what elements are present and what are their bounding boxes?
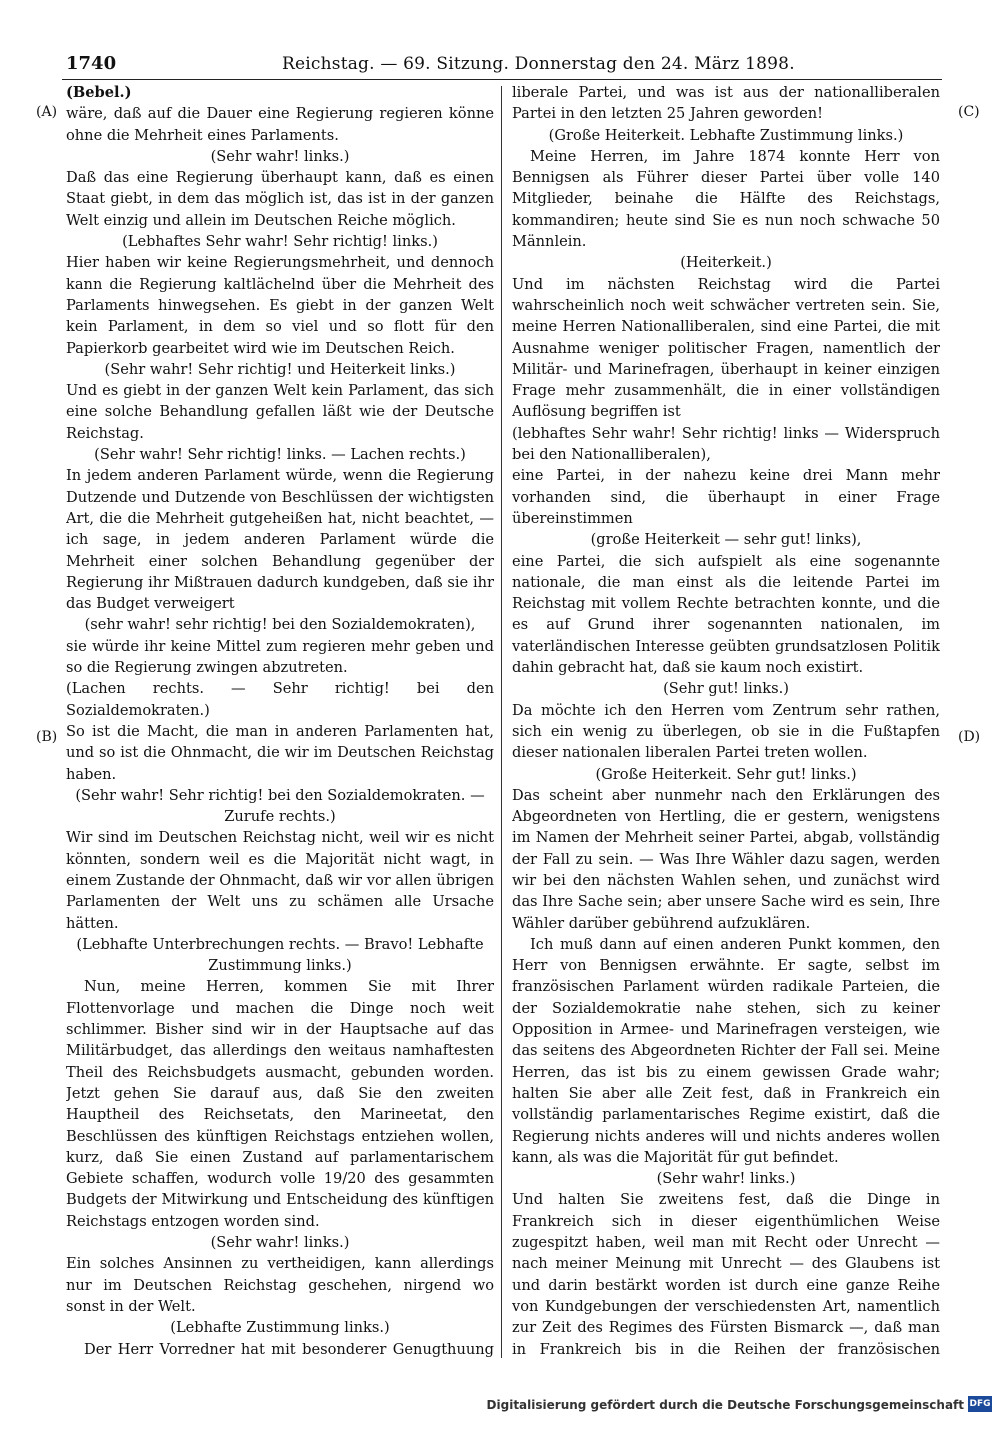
paragraph: Das scheint aber nunmehr nach den Erklärungen des Abgeordneten von Hertling, die er gestern, wenigstens im Namen der Mehrheit seiner Partei, abgab, vollständig der Fall zu sein. — Was Ihre Wähler dazu sagen, werden wir bei den nächsten Wahlen sehen, und zunächst wird das Ihre Sache sein; aber unsere Sache wird es sein, Ihre Wähler darüber gebührend aufzuklären. [512,786,940,932]
paragraph: In jedem anderen Parlament würde, wenn die Regierung Dutzende und Dutzende von Beschlüssen der wichtigsten Art, die die Mehrheit gutgeheißen hat, nicht beachtet, — ich sage, in jedem anderen Parlament würde die Mehrheit einer solchen Behandlung gegenüber der Regierung ihr Mißtrauen dadurch kundgeben, daß sie ihr das Budget verweigert [66,467,494,613]
interjection: (Sehr gut! links.) [663,680,789,698]
paragraph: Ich muß dann auf einen anderen Punkt kommen, den Herr von Bennigsen erwähnte. Er sagte, selbst im französischen Parlament würden radikale Parteien, die der Sozialdemokratie nahe stehen, sich zu keiner Opposition in Armee- und Marinefragen versteigen, wie das seitens des Abgeordneten Richter der Fall sei. Meine Herren, das ist bis zu einem gewissen Grade wahr; halten Sie aber alle Zeit fest, daß in Frankreich ein vollständig parlamentarisches Regime existirt, daß die Regierung nichts anderes will und nichts anderes wollen kann, als was die Majorität für gut befindet. [512,935,940,1166]
paragraph: Daß das eine Regierung überhaupt kann, daß es einen Staat giebt, in dem das möglich ist, das ist in der ganzen Welt einzig und allein im Deutschen Reiche möglich. [66,169,494,229]
interjection: (Sehr wahr! links.) [210,1234,350,1252]
speaker-label: (Bebel.) [66,84,132,101]
interjection: (sehr wahr! sehr richtig! bei den Sozialdemokraten), [84,616,476,634]
paragraph: sie würde ihr keine Mittel zum regieren mehr geben und so die Regierung zwingen abzutreten. [66,637,494,677]
margin-marker-b: (B) [36,729,58,745]
interjection: (Sehr wahr! links.) [656,1170,796,1188]
page-header [62,49,942,80]
paragraph: Wir sind im Deutschen Reichstag nicht, weil wir es nicht könnten, sondern weil es die Majorität nicht wagt, in einem Zustande der Ohnmacht, daß wir vor allen übrigen Parlamenten der Welt uns zu schämen alle Ursache hätten. [66,829,494,932]
interjection: (Sehr wahr! Sehr richtig! links. — Lachen rechts.) [94,446,466,464]
interjection: (Sehr wahr! links.) [210,147,350,165]
interjection: (Große Heiterkeit. Lebhafte Zustimmung links.) [548,126,904,144]
interjection: (Lebhaftes Sehr wahr! Sehr richtig! links.) [122,233,438,251]
dfg-logo: DFG [968,1396,992,1412]
paragraph: Hier haben wir keine Regierungsmehrheit, und dennoch kann die Regierung kaltlächelnd über die Mehrheit des Parlaments hinwegsehen. Es giebt in der ganzen Welt kein Parlament, in dem so viel und so flott für den Papierkorb gearbeitet wird wie im Deutschen Reich. [66,254,494,357]
paragraph: Und es giebt in der ganzen Welt kein Parlament, das sich eine solche Behandlung gefallen läßt wie der Deutsche Reichstag. [66,382,494,442]
interjection: (Heiterkeit.) [680,254,772,272]
running-title: Reichstag. — 69. Sitzung. Donnerstag den 24. März 1898. [282,54,795,74]
interjection: (Sehr wahr! Sehr richtig! und Heiterkeit links.) [104,360,456,378]
right-column [512,82,940,1362]
paragraph: liberale Partei, und was ist aus der nationalliberalen Partei in den letzten 25 Jahren geworden! [512,84,940,123]
interjection: (Lachen rechts. — Sehr richtig! bei den Sozialdemokraten.) [66,680,494,719]
interjection: (große Heiterkeit — sehr gut! links), [590,531,862,549]
interjection: (Lebhafte Zustimmung links.) [170,1319,390,1337]
margin-marker-a: (A) [36,104,58,120]
paragraph: Nun, meine Herren, kommen Sie mit Ihrer Flottenvorlage und machen die Dinge noch weit schlimmer. Bisher sind wir in der Hauptsache auf das Militärbudget, das allerdings den weitaus namhaftesten Theil des Reichsbudgets ausmacht, gebunden worden. Jetzt gehen Sie darauf aus, daß Sie den zweiten Hauptheil des Reichsetats, den Marineetat, den Beschlüssen des künftigen Reichstags entziehen wollen, kurz, daß Sie einen Zustand auf parlamentarischem Gebiete schaffen, wodurch volle 19/20 des gesammten Budgets der Mitwirkung und Entscheidung des künftigen Reichstags entzogen worden sind. [66,978,494,1230]
column-divider [501,86,502,1358]
interjection: (Große Heiterkeit. Sehr gut! links.) [595,765,857,783]
paragraph: Und im nächsten Reichstag wird die Partei wahrscheinlich noch weit schwächer vertreten sein. Sie, meine Herren Nationalliberalen, sind eine Partei, die mit Ausnahme weniger politischer Fragen, namentlich der Militär- und Marinefragen, überhaupt in keiner einzigen Frage mehr zusammenhält, die in einer vollständigen Auflösung begriffen ist [512,275,940,421]
margin-marker-d: (D) [958,729,981,745]
paragraph: Meine Herren, im Jahre 1874 konnte Herr von Bennigsen als Führer dieser Partei über volle 140 Mitglieder, beinahe die Hälfte des Reichstags, kommandiren; heute sind Sie es nun noch schwache 50 Männlein. [512,147,940,251]
paragraph: Ein solches Ansinnen zu vertheidigen, kann allerdings nur im Deutschen Reichstag geschehen, nirgend wo sonst in der Welt. [66,1255,494,1315]
interjection: (lebhaftes Sehr wahr! Sehr richtig! links — Widerspruch bei den Nationalliberalen), [512,424,940,464]
credit-text: Digitalisierung gefördert durch die Deutsche Forschungsgemeinschaft [486,1398,964,1412]
paragraph: Der Herr Vorredner hat mit besonderer Genugthuung [84,1340,494,1358]
paragraph: wäre, daß auf die Dauer eine Regierung regieren könne ohne die Mehrheit eines Parlaments. [66,105,494,144]
paragraph: Da möchte ich den Herren vom Zentrum sehr rathen, sich ein wenig zu überlegen, ob sie in die Fußtapfen dieser nationalen liberalen Partei treten wollen. [512,701,940,762]
digitization-credit [486,1394,992,1416]
page-number: 1740 [66,53,117,74]
paragraph: eine Partei, die sich aufspielt als eine sogenannte nationale, die man einst als die leitende Partei im Reichstag mit vollem Rechte betrachten konnte, und die es auf Grund ihrer sogenannten nationalen, im vaterländischen Interesse geübten grundsatzlosen Politik dahin gebracht hat, daß sie kaum noch existirt. [512,552,940,677]
paragraph: Und halten Sie zweitens fest, daß die Dinge in Frankreich sich in dieser eigenthümlichen Weise zugespitzt haben, weil man mit Recht oder Unrecht — nach meiner Meinung mit Unrecht — des Glaubens ist und darin bestärkt worden ist durch eine ganze Reihe von Kundgebungen der verschiedensten Art, namentlich zur Zeit des Regimes des Fürsten Bismarck —, daß man in Frankreich bis in die Reihen der französischen [512,1191,940,1358]
interjection: (Sehr wahr! Sehr richtig! bei den Sozialdemokraten. — Zurufe rechts.) [75,786,485,826]
interjection: (Lebhafte Unterbrechungen rechts. — Bravo! Lebhafte Zustimmung links.) [76,935,484,975]
paragraph: eine Partei, in der nahezu keine drei Mann mehr vorhanden sind, die überhaupt in einer Frage übereinstimmen [512,467,940,527]
paragraph: So ist die Macht, die man in anderen Parlamenten hat, und so ist die Ohnmacht, die wir im Deutschen Reichstag haben. [66,722,494,783]
margin-marker-c: (C) [958,104,980,120]
left-column [66,82,494,1362]
